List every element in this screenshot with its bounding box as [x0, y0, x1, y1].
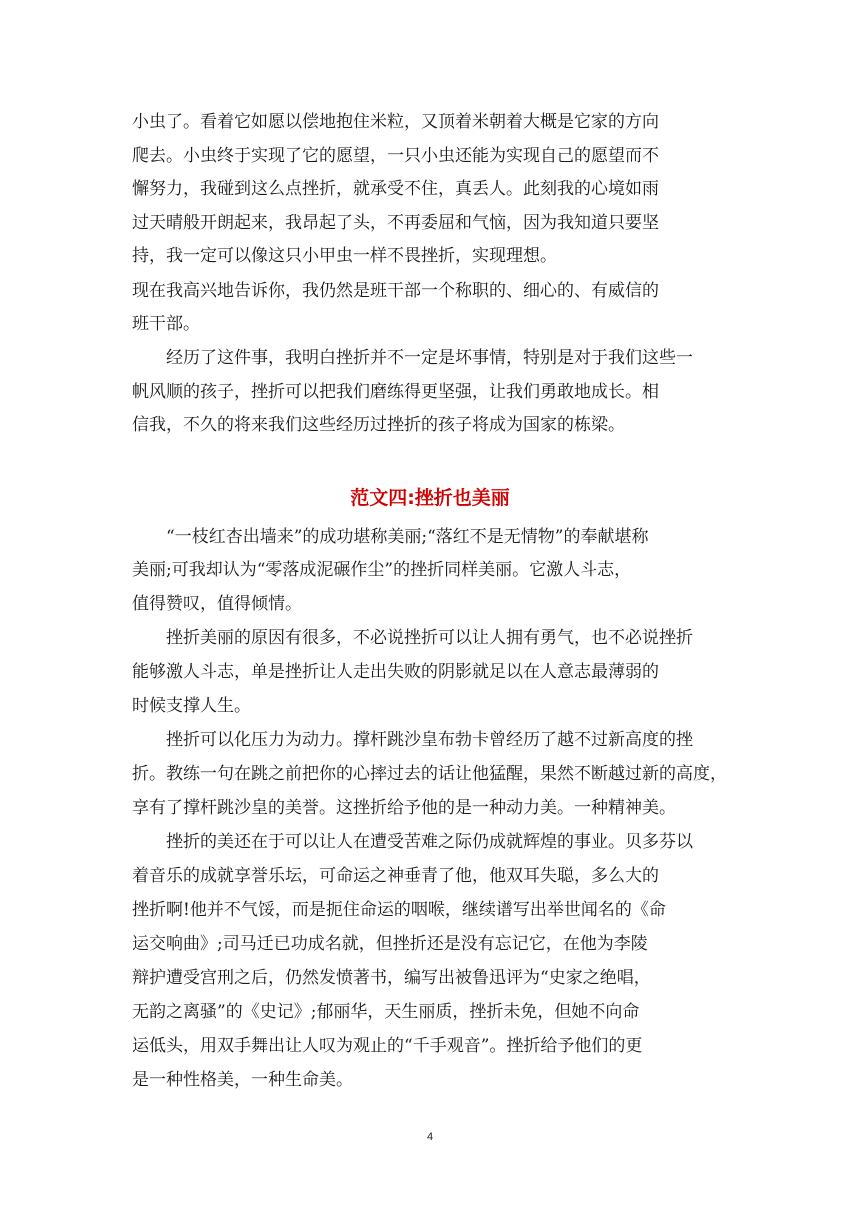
- paragraph-line: 小虫了。看着它如愿以偿地抱住米粒，又顶着米朝着大概是它家的方向: [132, 112, 659, 132]
- paragraph-line: 信我，不久的将来我们这些经历过挫折的孩子将成为国家的栋梁。: [132, 415, 625, 435]
- paragraph-line: 值得赞叹，值得倾情。: [132, 594, 302, 614]
- paragraph-line: 持，我一定可以像这只小甲虫一样不畏挫折，实现理想。: [132, 246, 557, 266]
- paragraph-line: 运低头，用双手舞出让人叹为观止的“千手观音”。挫折给予他们的更: [132, 1036, 643, 1056]
- paragraph-line: 辩护遭受宫刑之后，仍然发愤著书，编写出被鲁迅评为“史家之绝唱，: [132, 968, 651, 988]
- section-heading: 范文四:挫折也美丽: [350, 487, 510, 509]
- paragraph-line: “一枝红杏出墙来”的成功堪称美丽;“落红不是无情物”的奉献堪称: [166, 527, 649, 547]
- paragraph-line: 挫折啊!他并不气馁，而是扼住命运的咽喉，继续谱写出举世闻名的《命: [132, 900, 666, 920]
- paragraph-line: 享有了撑杆跳沙皇的美誉。这挫折给予他的是一种动力美。一种精神美。: [132, 798, 676, 818]
- paragraph-line: 懈努力，我碰到这么点挫折，就承受不住，真丢人。此刻我的心境如雨: [132, 179, 659, 199]
- paragraph-line: 班干部。: [132, 314, 200, 334]
- paragraph-line: 能够激人斗志，单是挫折让人走出失败的阴影就足以在人意志最薄弱的: [132, 662, 659, 682]
- paragraph-line: 美丽;可我却认为“零落成泥碾作尘”的挫折同样美丽。它激人斗志，: [132, 560, 632, 580]
- paragraph-line: 过天晴般开朗起来，我昂起了头，不再委屈和气恼，因为我知道只要坚: [132, 213, 659, 233]
- paragraph-line: 现在我高兴地告诉你，我仍然是班干部一个称职的、细心的、有威信的: [132, 281, 659, 301]
- paragraph-line: 折。教练一句在跳之前把你的心摔过去的话让他猛醒，果然不断越过新的高度，: [132, 764, 727, 784]
- paragraph-line: 着音乐的成就享誉乐坛，可命运之神垂青了他，他双耳失聪，多么大的: [132, 866, 659, 886]
- paragraph-line: 挫折的美还在于可以让人在遭受苦难之际仍成就辉煌的事业。贝多芬以: [166, 832, 693, 852]
- paragraph-line: 帆风顺的孩子，挫折可以把我们磨练得更坚强，让我们勇敢地成长。相: [132, 382, 659, 402]
- paragraph-line: 挫折可以化压力为动力。撑杆跳沙皇布勃卡曾经历了越不过新高度的挫: [166, 730, 693, 750]
- paragraph-line: 运交响曲》;司马迁已功成名就，但挫折还是没有忘记它，在他为李陵: [132, 934, 648, 954]
- page-number: 4: [426, 1131, 434, 1143]
- paragraph-line: 挫折美丽的原因有很多，不必说挫折可以让人拥有勇气，也不必说挫折: [166, 628, 693, 648]
- paragraph-line: 是一种性格美，一种生命美。: [132, 1070, 353, 1090]
- paragraph-line: 时候支撑人生。: [132, 696, 251, 716]
- paragraph-line: 爬去。小虫终于实现了它的愿望，一只小虫还能为实现自己的愿望而不: [132, 146, 659, 166]
- paragraph-line: 无韵之离骚”的《史记》;郁丽华，天生丽质，挫折未免，但她不向命: [132, 1002, 640, 1022]
- paragraph-line: 经历了这件事，我明白挫折并不一定是坏事情，特别是对于我们这些一: [166, 348, 693, 368]
